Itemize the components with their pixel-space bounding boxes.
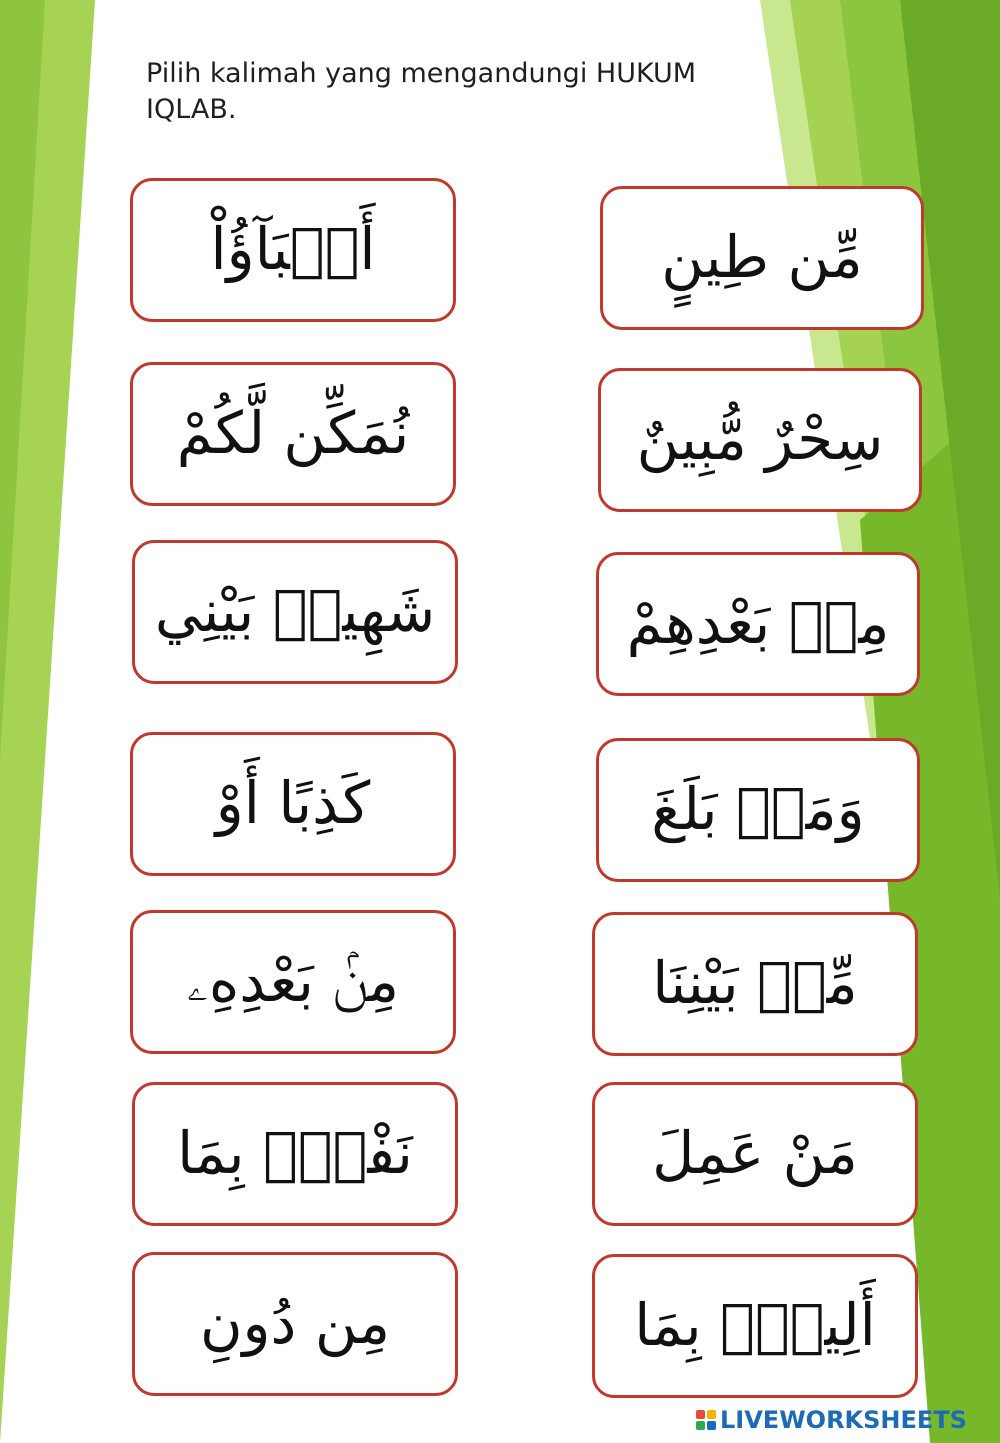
- answer-card-14[interactable]: [592, 1254, 918, 1398]
- answer-card-8[interactable]: [596, 738, 920, 882]
- answer-card-13[interactable]: [132, 1252, 458, 1396]
- card-arabic-text: أَلِيمٌۢ بِمَا: [634, 1291, 876, 1360]
- answer-card-3[interactable]: [130, 362, 456, 506]
- card-arabic-text: مِنۢ بَعْدِهِۦ: [186, 947, 400, 1016]
- card-arabic-text: أَنۢبَآؤُاْ: [210, 215, 376, 284]
- answer-card-6[interactable]: [596, 552, 920, 696]
- answer-card-11[interactable]: [132, 1082, 458, 1226]
- card-arabic-text: مَنْ عَمِلَ: [652, 1119, 858, 1188]
- card-arabic-text: نُمَكِّن لَّكُمْ: [176, 399, 410, 468]
- brand-name: LIVEWORKSHEETS: [720, 1406, 967, 1434]
- card-arabic-text: نَفْسٌۢ بِمَا: [177, 1119, 413, 1188]
- answer-card-7[interactable]: [130, 732, 456, 876]
- card-arabic-text: مِنۢ بَعْدِهِمْ: [626, 589, 890, 658]
- card-arabic-text: مِن دُونِ: [199, 1289, 391, 1358]
- card-arabic-text: وَمَنۢ بَلَغَ: [651, 775, 865, 844]
- card-arabic-text: مِّن طِينٍ: [661, 223, 863, 292]
- answer-card-12[interactable]: [592, 1082, 918, 1226]
- card-arabic-text: كَذِبًا أَوْ: [215, 769, 371, 838]
- liveworksheets-logo-icon: [696, 1410, 716, 1430]
- card-arabic-text: مِّنۢ بَيْنِنَا: [652, 949, 858, 1018]
- instruction-text: Pilih kalimah yang mengandungi HUKUM IQLAB.: [146, 58, 697, 125]
- answer-card-1[interactable]: [130, 178, 456, 322]
- answer-card-4[interactable]: [598, 368, 922, 512]
- answer-card-9[interactable]: [130, 910, 456, 1054]
- card-arabic-text: شَهِيدۢ بَيْنِي: [154, 577, 436, 646]
- card-arabic-text: سِحْرٌ مُّبِينٌ: [636, 405, 884, 474]
- answer-card-5[interactable]: [132, 540, 458, 684]
- answer-card-10[interactable]: [592, 912, 918, 1056]
- liveworksheets-brand: [696, 1406, 967, 1434]
- answer-card-2[interactable]: [600, 186, 924, 330]
